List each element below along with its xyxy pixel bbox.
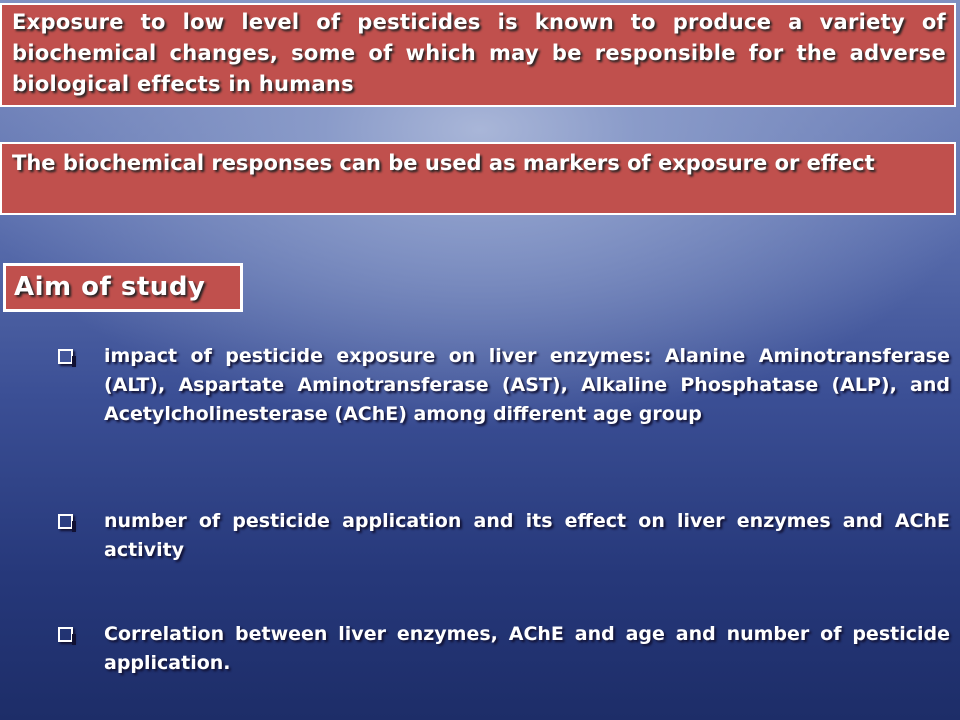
- bullet-text: Correlation between liver enzymes, AChE and age and number of pesticide application.: [104, 623, 950, 674]
- bullet-item: [58, 507, 950, 565]
- bullet-item: [58, 620, 950, 678]
- bullet-item: [58, 342, 950, 429]
- markers-banner: [0, 142, 956, 215]
- checkbox-bullet-icon: [58, 627, 73, 642]
- markers-banner-text: The biochemical responses can be used as markers of exposure or effect: [12, 151, 875, 175]
- bullet-text: number of pesticide application and its effect on liver enzymes and AChE activity: [104, 510, 950, 561]
- bullet-text: impact of pesticide exposure on liver enzymes: Alanine Aminotransferase (ALT), Aspartate Aminotransferase (AST), Alkaline Phosphatase (ALP), and Acetylcholinesterase (AChE) among different age group: [104, 345, 950, 425]
- checkbox-bullet-icon: [58, 514, 73, 529]
- intro-banner-text: Exposure to low level of pesticides is known to produce a variety of biochemical changes, some of which may be responsible for the adverse biological effects in humans: [12, 10, 946, 96]
- checkbox-bullet-icon: [58, 349, 73, 364]
- aim-heading-text: Aim of study: [14, 272, 206, 302]
- aim-of-study-heading: [3, 263, 243, 312]
- intro-banner: [0, 3, 956, 107]
